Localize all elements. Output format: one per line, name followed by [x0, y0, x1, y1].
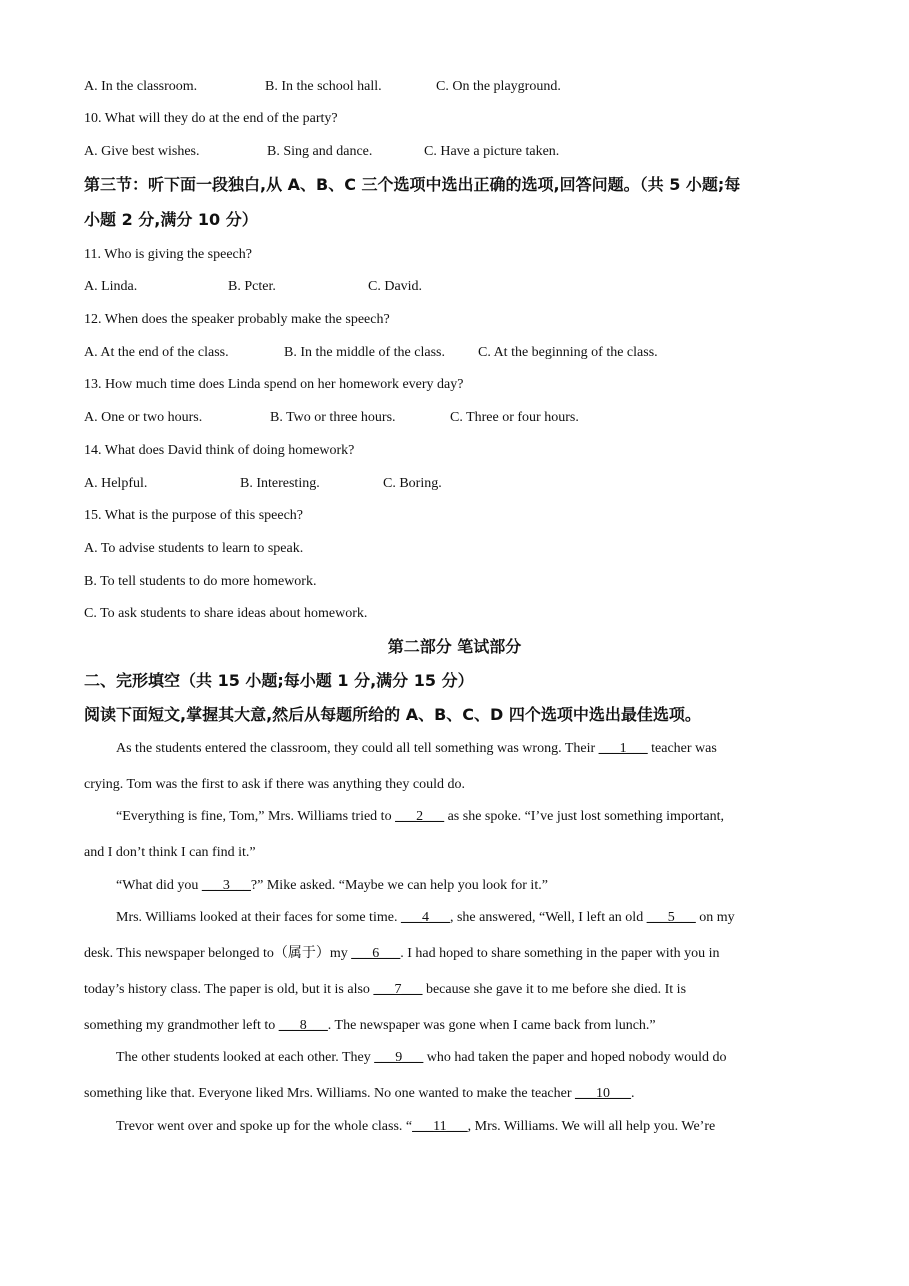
passage-text: who had taken the paper and hoped nobody would do: [423, 1050, 727, 1065]
passage-text: As the students entered the classroom, they could all tell something was wrong. Their: [116, 741, 599, 756]
q10-stem: 10. What will they do at the end of the party?: [84, 111, 338, 126]
q13-stem: 13. How much time does Linda spend on her homework every day?: [84, 377, 464, 392]
passage-text: teacher was: [647, 741, 717, 756]
q12-option-a: A. At the end of the class.: [84, 345, 229, 360]
passage-text: “Everything is fine, Tom,” Mrs. Williams tried to: [116, 809, 396, 824]
passage-line: [116, 1048, 727, 1068]
passage-text: ?” Mike asked. “Maybe we can help you look for it.”: [250, 878, 548, 893]
passage-text: because she gave it to me before she died. It is: [422, 982, 687, 997]
q14-option-c: C. Boring.: [383, 476, 442, 491]
blank-3: ___3___: [201, 878, 251, 893]
blank-5: ___5___: [646, 910, 696, 925]
q13-option-a: A. One or two hours.: [84, 410, 203, 425]
passage-line: [84, 1084, 635, 1104]
passage-text: as she spoke. “I’ve just lost something important,: [444, 809, 725, 824]
q14-stem: 14. What does David think of doing homework?: [84, 443, 355, 458]
cloze-heading: 二、完形填空（共 15 小题;每小题 1 分,满分 15 分）: [84, 671, 474, 690]
q9-options: [84, 77, 561, 97]
q14-option-b: B. Interesting.: [240, 476, 320, 491]
q10-option-a: A. Give best wishes.: [84, 144, 200, 159]
passage-text: something my grandmother left to: [84, 1018, 279, 1033]
q13-option-c: C. Three or four hours.: [450, 410, 579, 425]
q10-options: [84, 142, 559, 162]
q11-stem: 11. Who is giving the speech?: [84, 247, 252, 262]
q10-option-b: B. Sing and dance.: [267, 144, 373, 159]
blank-2: ___2___: [395, 809, 445, 824]
q11-option-c: C. David.: [368, 279, 423, 294]
q15-option-b: B. To tell students to do more homework.: [84, 574, 317, 589]
part2-title: 第二部分 笔试部分: [387, 637, 522, 656]
passage-text: on my: [695, 910, 735, 925]
q14-options: [84, 474, 442, 494]
q12-option-c: C. At the beginning of the class.: [478, 345, 658, 360]
q12-options: [84, 343, 658, 363]
q11-option-a: A. Linda.: [84, 279, 138, 294]
passage-text: , Mrs. Williams. We will all help you. We’re: [467, 1119, 716, 1134]
section3-heading-line1: 第三节：听下面一段独白,从 A、B、C 三个选项中选出正确的选项,回答问题。（共 5 小题;每: [84, 175, 741, 194]
section3-heading-line2: 小题 2 分,满分 10 分）: [84, 210, 258, 229]
q15-stem: 15. What is the purpose of this speech?: [84, 508, 304, 523]
passage-line: [84, 980, 686, 1000]
blank-9: ___9___: [374, 1050, 424, 1065]
q9-option-a: A. In the classroom.: [84, 79, 198, 94]
passage-line: crying. Tom was the first to ask if there was anything they could do.: [84, 777, 465, 792]
q9-option-b: B. In the school hall.: [265, 79, 382, 94]
blank-6: ___6___: [351, 946, 401, 961]
q12-stem: 12. When does the speaker probably make the speech?: [84, 312, 390, 327]
passage-line: [116, 807, 724, 827]
passage-text: The other students looked at each other. They: [116, 1050, 375, 1065]
passage-line: [84, 944, 719, 964]
q13-option-b: B. Two or three hours.: [270, 410, 396, 425]
blank-1: ___1___: [598, 741, 648, 756]
passage-line: [116, 876, 548, 896]
q10-option-c: C. Have a picture taken.: [424, 144, 560, 159]
blank-7: ___7___: [373, 982, 423, 997]
q15-option-c: C. To ask students to share ideas about homework.: [84, 606, 368, 621]
passage-text: . The newspaper was gone when I came back from lunch.”: [327, 1018, 656, 1033]
passage-text: .: [631, 1086, 635, 1101]
passage-line: and I don’t think I can find it.”: [84, 845, 256, 860]
blank-10: ___10___: [575, 1086, 631, 1101]
cloze-instruction: 阅读下面短文,掌握其大意,然后从每题所给的 A、B、C、D 四个选项中选出最佳选项。: [84, 705, 701, 724]
passage-text: Mrs. Williams looked at their faces for some time.: [116, 910, 401, 925]
passage-line: [116, 908, 735, 928]
passage-line: [84, 1016, 656, 1036]
q9-option-c: C. On the playground.: [436, 79, 561, 94]
passage-text: today’s history class. The paper is old, but it is also: [84, 982, 374, 997]
q11-option-b: B. Pcter.: [228, 279, 276, 294]
passage-text: “What did you: [116, 878, 202, 893]
blank-8: ___8___: [278, 1018, 328, 1033]
blank-11: ___11___: [412, 1119, 468, 1134]
q12-option-b: B. In the middle of the class.: [284, 345, 445, 360]
passage-text: something like that. Everyone liked Mrs. Williams. No one wanted to make the teacher: [84, 1086, 575, 1101]
passage-text: Trevor went over and spoke up for the whole class. “: [116, 1119, 413, 1134]
passage-line: [116, 739, 717, 759]
q15-option-a: A. To advise students to learn to speak.: [84, 541, 304, 556]
passage-text: , she answered, “Well, I left an old: [449, 910, 647, 925]
passage-text: desk. This newspaper belonged to（属于）my: [84, 946, 352, 961]
passage-text: . I had hoped to share something in the paper with you in: [400, 946, 720, 961]
q11-options: [84, 277, 422, 297]
q14-option-a: A. Helpful.: [84, 476, 148, 491]
blank-4: ___4___: [400, 910, 450, 925]
passage-line: [116, 1117, 715, 1137]
q13-options: [84, 408, 579, 428]
